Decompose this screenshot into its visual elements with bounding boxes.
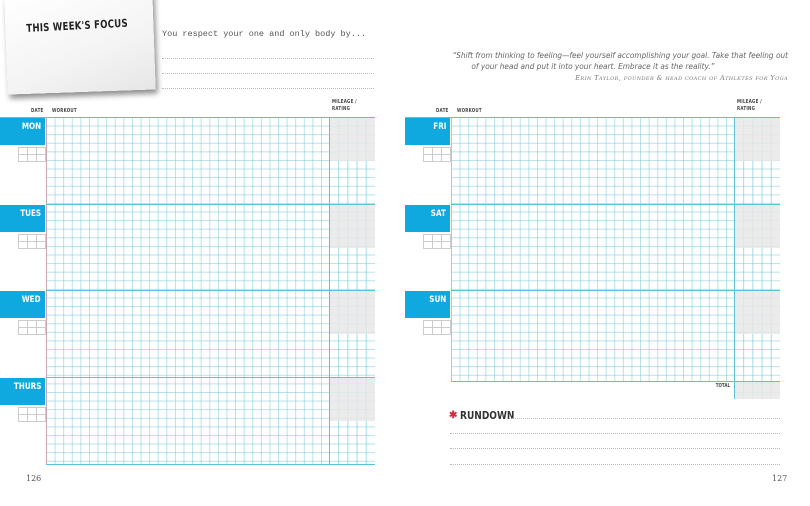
star-icon: ✱ <box>449 410 458 421</box>
grid-bottom-edge <box>46 464 375 465</box>
page-number-left: 126 <box>26 474 42 483</box>
workout-column-header: WORKOUT <box>457 108 482 114</box>
day-label-tues: TUES <box>0 205 45 232</box>
focus-line-3[interactable] <box>162 88 374 89</box>
rundown-line-3[interactable] <box>450 448 780 449</box>
mileage-column-header-2: RATING <box>332 106 351 112</box>
day-separator <box>451 204 780 205</box>
day-separator <box>0 117 375 118</box>
date-field-tues[interactable] <box>18 234 46 249</box>
mileage-column-header-1: MILEAGE / <box>737 99 762 105</box>
mileage-shade-wed <box>330 291 375 334</box>
page-number-right: 127 <box>772 474 788 483</box>
mileage-shade-sun <box>735 291 780 334</box>
margin-line-right <box>451 117 452 381</box>
mileage-shade-fri <box>735 118 780 161</box>
day-separator <box>46 290 375 291</box>
rundown-line-1[interactable] <box>512 418 780 419</box>
quote-attribution: Erin Taylor, founder & head coach of Athletes for Yoga <box>575 74 788 82</box>
mileage-shade-sat <box>735 205 780 248</box>
date-field-mon[interactable] <box>18 147 46 162</box>
day-separator <box>451 290 780 291</box>
workout-grid-right[interactable] <box>451 117 734 381</box>
date-column-header: DATE <box>436 108 449 114</box>
rundown-line-2[interactable] <box>450 433 780 434</box>
day-label-mon: MON <box>0 118 45 145</box>
mileage-divider-right <box>734 117 735 399</box>
focus-line-1[interactable] <box>162 58 374 59</box>
quote-text <box>400 50 788 72</box>
mileage-shade-thurs <box>330 378 375 421</box>
workout-column-header: WORKOUT <box>52 108 77 114</box>
date-field-wed[interactable] <box>18 320 46 335</box>
total-label: TOTAL <box>715 383 730 389</box>
focus-line-2[interactable] <box>162 73 374 74</box>
grid-bottom-edge <box>451 381 780 382</box>
date-field-thurs[interactable] <box>18 407 46 422</box>
mileage-shade-tues <box>330 205 375 248</box>
day-label-thurs: THURS <box>0 378 45 405</box>
mileage-column-header-2: RATING <box>737 106 756 112</box>
date-field-sun[interactable] <box>423 320 451 335</box>
day-separator <box>46 377 375 378</box>
focus-sticky-note <box>4 0 155 95</box>
day-label-sun: SUN <box>405 291 450 318</box>
margin-line-left <box>46 117 47 465</box>
date-field-sat[interactable] <box>423 234 451 249</box>
day-separator <box>46 204 375 205</box>
mileage-shade-mon <box>330 118 375 161</box>
mileage-divider-left <box>329 117 330 465</box>
quote-line-1: “Shift from thinking to feeling—feel yourself accomplishing your goal. Take that feeling out <box>452 51 788 60</box>
total-shade <box>735 382 780 399</box>
date-field-fri[interactable] <box>423 147 451 162</box>
rundown-title: RUNDOWN <box>460 409 515 422</box>
quote-line-2: of your head and put it into your heart. Embrace it as the reality.” <box>471 62 715 71</box>
day-separator <box>405 117 780 118</box>
workout-grid-left[interactable] <box>46 117 329 465</box>
day-label-wed: WED <box>0 291 45 318</box>
mileage-column-header-1: MILEAGE / <box>332 99 357 105</box>
date-column-header: DATE <box>31 108 44 114</box>
day-label-sat: SAT <box>405 205 450 232</box>
focus-title: THIS WEEK'S FOCUS <box>26 16 129 35</box>
focus-prompt: You respect your one and only body by... <box>162 29 367 39</box>
day-label-fri: FRI <box>405 118 450 145</box>
rundown-line-4[interactable] <box>450 464 780 465</box>
